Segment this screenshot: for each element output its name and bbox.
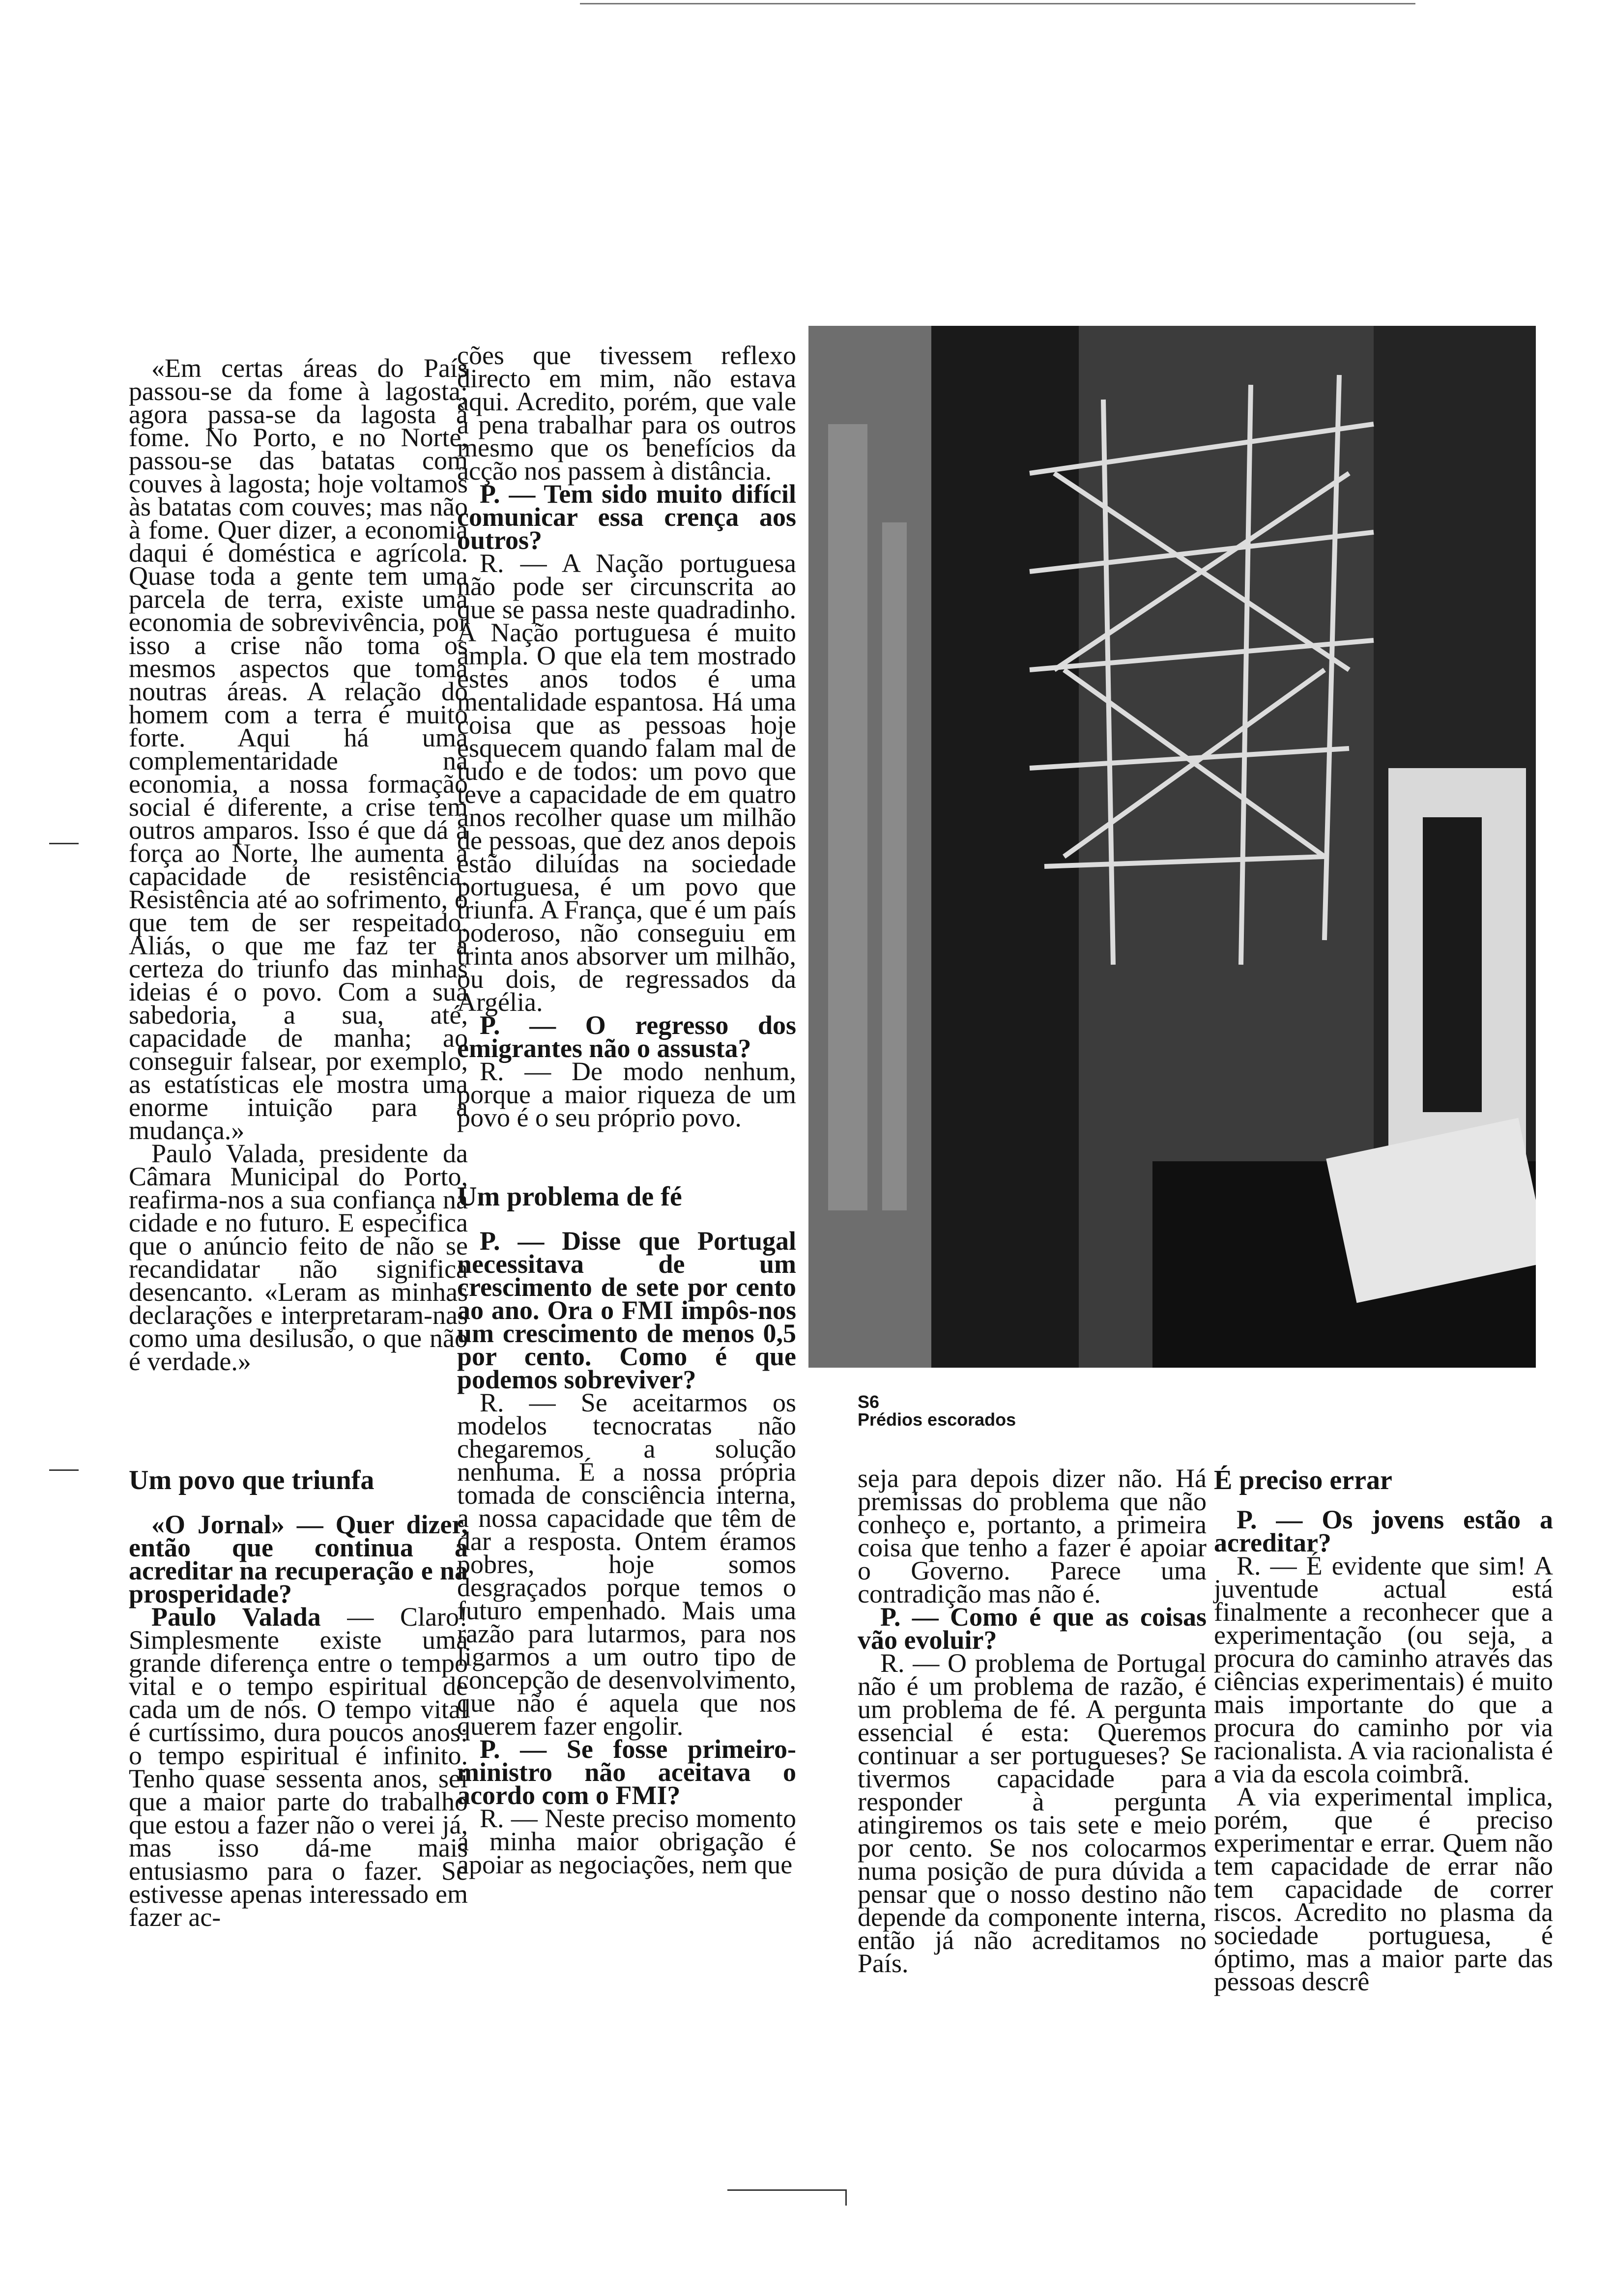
column-1 xyxy=(129,353,468,1376)
caption-number: S6 xyxy=(858,1392,880,1412)
interviewer-tag: «O Jornal» xyxy=(151,1510,285,1539)
question-jovens: P. — Os jovens estão a acreditar? xyxy=(1214,1505,1553,1557)
question-crescimento: P. — Disse que Portugal necessitava de um crescimento de sete por cento ao ano. Ora o FMI impôs-nos um crescimento de menos 0,5 por cento. Como é que podemos sobreviver? xyxy=(457,1226,796,1394)
column-2 xyxy=(457,341,796,1879)
continuation-mark xyxy=(727,2189,847,2206)
question-recuperacao-text: — Quer dizer, então que continua a acreditar na recuperação e na prosperidade? xyxy=(129,1510,468,1608)
subheading-preciso-errar: É preciso errar xyxy=(1214,1465,1392,1495)
answer-tecnocratas: R. — Se aceitarmos os modelos tecnocratas não chegaremos a solução nenhuma. É a nossa própria tomada de consciência interna, a nossa capacidade que têm de dar a resposta. Ontem éramos pobres, hoje somos desgraçados porque temos o futuro empenhado. Mais uma razão para lutarmos, para nos ligarmos a um outro tipo de concepção de desenvolvimento, que não é aquela que nos querem fazer engolir. xyxy=(457,1388,796,1741)
column-4-bottom xyxy=(1214,1465,1553,1996)
answer-juventude: R. — É evidente que sim! A juventude actual está finalmente a reconhecer que a experimentação (ou seja, a procura do caminho através das ciências experimentais) é muito mais importante do que a procura do caminho por via racionalista. A via racionalista é a via da escola coimbrã. xyxy=(1214,1551,1553,1788)
answer-emigrantes: R. — De modo nenhum, porque a maior riqueza de um povo é o seu próprio povo. xyxy=(457,1057,796,1132)
subheading-problema-de-fe: Um problema de fé xyxy=(457,1181,682,1212)
column-1-bottom xyxy=(129,1465,468,1932)
paragraph-quote-norte: «Em certas áreas do País passou-se da fome à lagosta; agora passa-se da lagosta à fome. No Porto, e no Norte, passou-se das batatas com couves à lagosta; hoje voltamos às batatas com couves; mas não à fome. Quer dizer, a economia daqui é doméstica e agrícola. Quase toda a gente tem uma parcela de terra, existe uma economia de sobrevivência, por isso a crise não toma os mesmos aspectos que toma noutras áreas. A relação do homem com a terra é muito forte. Aqui há uma complementaridade na economia, a nossa formação social é diferente, a crise tem outros amparos. Isso é que dá a força ao Norte, lhe aumenta a capacidade de resistência. Resistência até ao sofrimento, o que tem de ser respeitado. Aliás, o que me faz ter a certeza do triunfo das minhas ideias é o povo. Com a sua sabedoria, a sua, até, capacidade de manha; ao conseguir falsear, por exemplo, as estatísticas ele mostra uma enorme intuição para a mudança.» xyxy=(129,353,468,1145)
answer-nacao: R. — A Nação portuguesa não pode ser circunscrita ao que se passa neste quadradinho. A Nação portuguesa é muito ampla. O que ela tem mostrado estes anos todos é uma mentalidade espantosa. Há uma coisa que as pessoas hoje esquecem quando falam mal de tudo e de todos: um povo que teve a capacidade de em quatro anos recolher quase um milhão de pessoas, que dez anos depois estão diluídas na sociedade portuguesa, é um povo que triunfa. A França, que é um país poderoso, não conseguiu em trinta anos absorver um milhão, ou dois, de regressados da Argélia. xyxy=(457,548,796,1017)
photo-caption xyxy=(858,1393,1016,1429)
question-emigrantes: P. — O regresso dos emigrantes não o assusta? xyxy=(457,1010,796,1063)
margin-mark xyxy=(49,1469,79,1471)
column-3-bottom xyxy=(858,1464,1207,1978)
top-rule xyxy=(580,3,1415,4)
answer-tempo xyxy=(129,1602,468,1932)
paragraph-continued: ções que tivessem reflexo directo em mim, não estava aqui. Acredito, porém, que vale a pena trabalhar para os outros mesmo que os benefícios da acção nos passem à distância. xyxy=(457,341,796,486)
answer-experimental: A via experimental implica, porém, que é preciso experimentar e errar. Quem não tem capacidade de errar não tem capacidade de correr riscos. Acredito no plasma da sociedade portuguesa, é óptimo, mas a maior parte das pessoas descrê xyxy=(1214,1782,1553,1996)
answer-negociacoes: R. — Neste preciso momento a minha maior obrigação é apoiar as negociações, nem que xyxy=(457,1804,796,1879)
question-recuperacao xyxy=(129,1510,468,1608)
subheading-um-povo: Um povo que triunfa xyxy=(129,1465,374,1495)
photo-propped-buildings xyxy=(808,326,1536,1368)
answer-tempo-text: — Claro! Simplesmente existe uma grande diferença entre o tempo vital e o tempo espiritual de cada um de nós. O tempo vital é curtíssimo, dura poucos anos: o tempo espiritual é infinito. Tenho quase sessenta anos, sei que a maior parte do trabalho que estou a fazer não o verei já, mas isso dá-me mais entusiasmo para o fazer. Se estivesse apenas interessado em fazer ac- xyxy=(129,1602,468,1932)
photo-scaffolding-illustration xyxy=(808,326,1536,1368)
margin-mark xyxy=(49,843,79,844)
question-fmi: P. — Se fosse primeiro-ministro não aceitava o acordo com o FMI? xyxy=(457,1734,796,1810)
question-evoluir: P. — Como é que as coisas vão evoluir? xyxy=(858,1602,1207,1655)
answer-premissas: seja para depois dizer não. Há premissas do problema que não conheço e, portanto, a primeira coisa que tenho a fazer é apoiar o Governo. Parece uma contradição mas não é. xyxy=(858,1464,1207,1608)
answer-problema-de-fe: R. — O problema de Portugal não é um problema de razão, é um problema de fé. A pergunta essencial é esta: Queremos continuar a ser portugueses? Se tivermos capacidade para responder à pergunta atingiremos os tais sete e meio por cento. Se nos colocarmos numa posição de pura dúvida a pensar que o nosso destino não depende da componente interna, então já não acreditamos no País. xyxy=(858,1648,1207,1978)
caption-text: Prédios escorados xyxy=(858,1409,1016,1430)
interviewee-tag: Paulo Valada xyxy=(151,1602,321,1632)
question-comunicar: P. — Tem sido muito difícil comunicar essa crença aos outros? xyxy=(457,479,796,555)
paragraph-intro: Paulo Valada, presidente da Câmara Municipal do Porto, reafirma-nos a sua confiança na cidade e no futuro. E especifica que o anúncio feito de não se recandidatar não significa desencanto. «Leram as minhas declarações e interpretaram-nas como uma desilusão, o que não é verdade.» xyxy=(129,1139,468,1376)
